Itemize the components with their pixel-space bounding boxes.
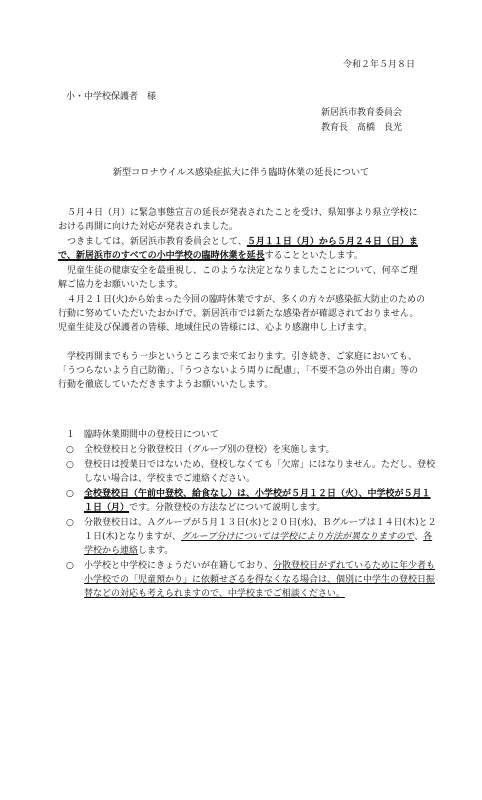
issuing-organization: 新居浜市教育委員会 <box>321 108 403 118</box>
bullet-mark: ○ <box>66 489 74 499</box>
document-title: 新型コロナウイルス感染症拡大に伴う臨時休業の延長について <box>112 167 370 178</box>
paragraph-text: することといたします。 <box>264 251 363 261</box>
body-paragraph-5 <box>58 350 426 392</box>
section-heading: １ 臨時休業期間中の登校日について <box>66 430 219 440</box>
grouping-note: グループ分けについては学校により方法が異なりますので <box>181 532 415 542</box>
closure-period: ５月１１日（月）から５月２４日（日）まで、新居浜市のすべての小中学校の臨時休業を延長 <box>58 237 418 261</box>
item-text: 全校登校日と分散登校日（グループ別の登校）を実施します。 <box>84 445 335 455</box>
list-item <box>66 443 438 457</box>
bullet-mark: ○ <box>66 518 74 528</box>
item-text: 分散登校日は、Ａグループが５月１３日(水)と２０日(水)、Ｂグループは１４日(木)と２１日(木)となりますが、 <box>84 518 437 542</box>
paragraph-text: つきましては、新居浜市教育委員会として、 <box>67 237 247 247</box>
body-paragraph-1 <box>58 206 426 234</box>
addressee: 小・中学校保護者 様 <box>66 92 157 102</box>
item-text: 、 <box>414 532 424 542</box>
sibling-note: 分散登校日がずれているために年少者も小学校での「児童預かり」に依頼せざるを得なくなる場合は、個別に中学生の登校日振替などの対応も考えられますので、中学校までご相談ください。 <box>84 561 436 599</box>
issue-date: 令和２年５月８日 <box>343 60 416 70</box>
paragraph-text: 児童生徒の健康安全を最重視し、このような決定となりましたことについて、何卒ご理解ご協力をお願いいたします。 <box>58 266 418 290</box>
list-item <box>66 559 438 601</box>
paragraph-text: ４月２１日(火)から始まった今回の臨時休業ですが、多くの方々が感染拡大防止のための行動に努めていただいたおかげで、新居浜市では新たな感染者が確認されておりません。児童生徒及び保護者の皆様、地域住民の皆様には、心より感謝申し上げます。 <box>58 295 426 333</box>
item-text: です。分散登校の方法などについて説明します。 <box>129 503 326 513</box>
item-text: します。 <box>138 546 174 556</box>
bullet-mark: ○ <box>66 445 74 455</box>
bullet-mark: ○ <box>66 561 74 571</box>
list-item <box>66 487 438 515</box>
paragraph-text: 学校再開までもう一歩というところまで来ております。引き続き、ご家庭においても、「うつらないよう自己防衛」、「うつさないよう周りに配慮」、「不要不急の外出自粛」等の行動を徹底していただきますようお願いいたします。 <box>58 352 419 390</box>
list-item <box>66 458 438 486</box>
list-item <box>66 516 438 558</box>
item-text: 小学校と中学校にきょうだいが在籍しており、 <box>84 561 274 571</box>
paragraph-text: ５月４日（月）に緊急事態宣言の延長が発表されたことを受け、県知事より県立学校における再開に向けた対応が発表されました。 <box>58 208 418 232</box>
school-day-dates: 全校登校日（午前中登校、給食なし）は、小学校が５月１２日（火）、中学校が５月１１日（月） <box>84 489 431 513</box>
contact-note: 各学校から連絡 <box>84 532 433 556</box>
body-paragraph-2 <box>58 235 426 263</box>
body-paragraph-3 <box>58 264 426 292</box>
body-paragraph-4 <box>58 293 426 335</box>
item-text: 登校日は授業日ではないため、登校しなくても「欠席」にはなりません。ただし、登校しない場合は、学校までご連絡ください。 <box>84 460 436 484</box>
item-list <box>66 443 438 602</box>
bullet-mark: ○ <box>66 460 74 470</box>
superintendent-name: 教育長 髙橋 良光 <box>321 123 403 133</box>
